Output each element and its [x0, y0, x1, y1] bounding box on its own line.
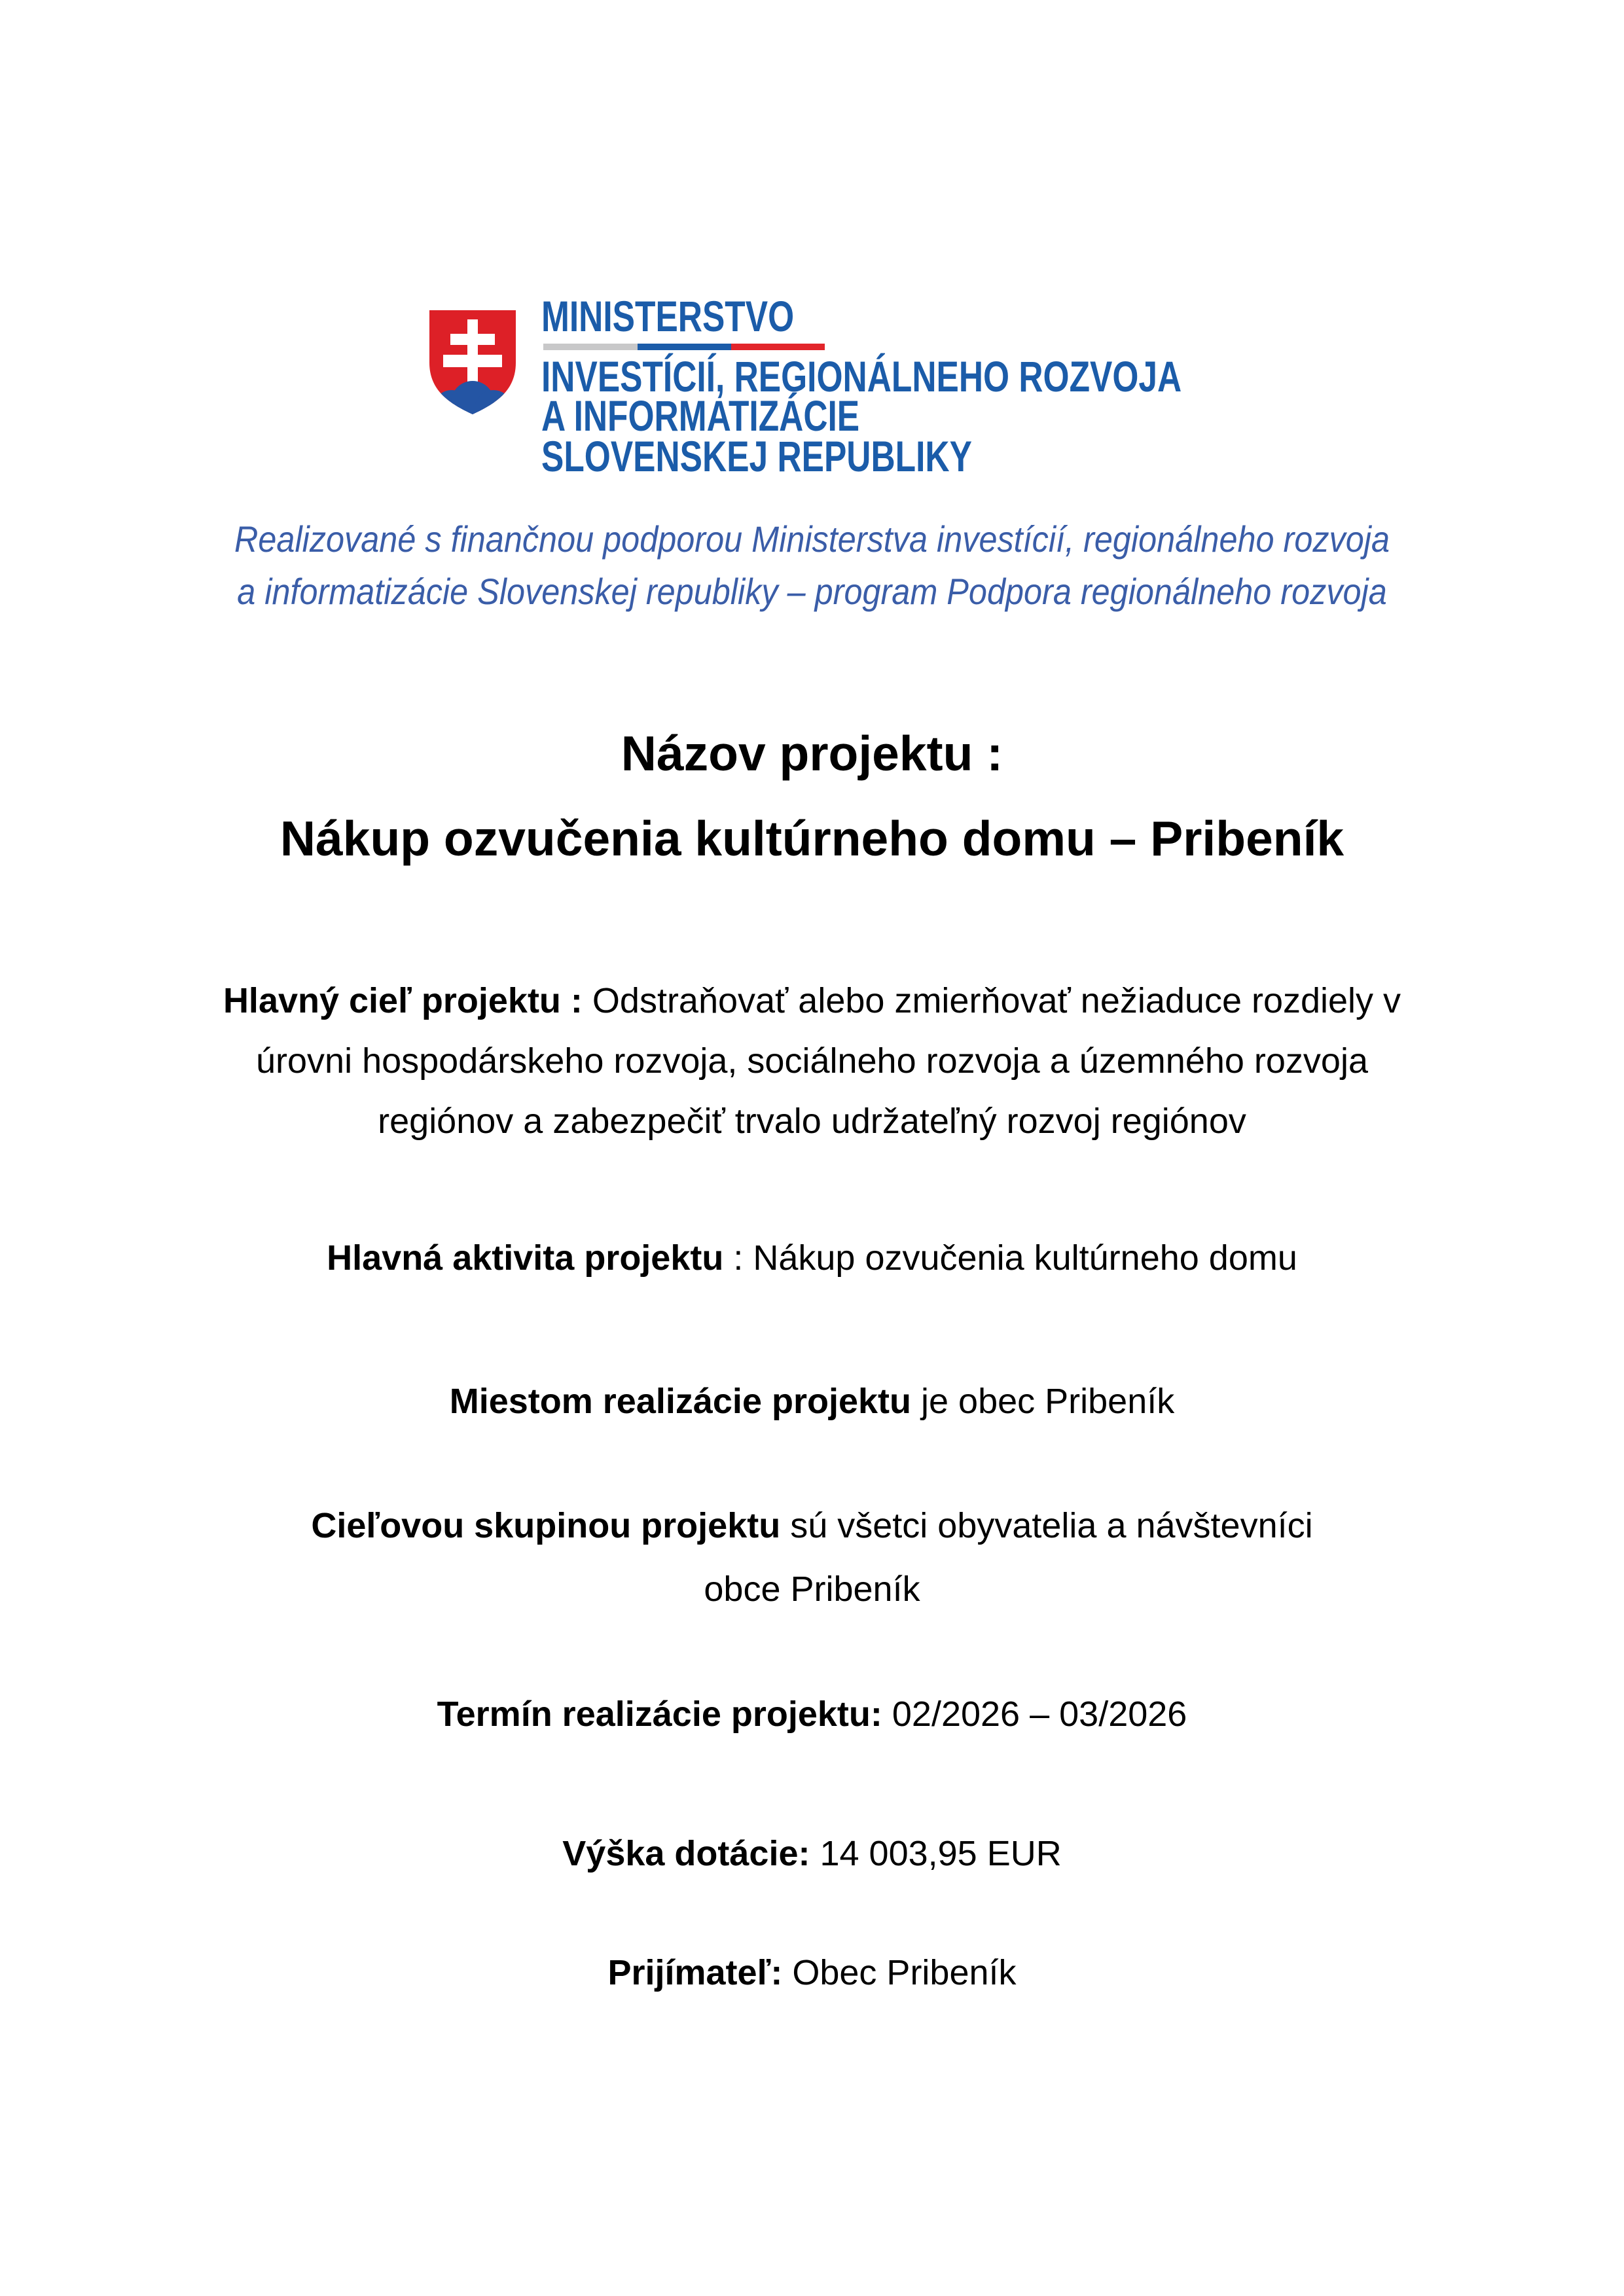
main-activity-text: : Nákup ozvučenia kultúrneho domu: [723, 1238, 1297, 1278]
main-goal-line2: úrovni hospodárskeho rozvoja, sociálneho rozvoja a územného rozvoja: [256, 1041, 1368, 1081]
location-text: je obec Pribeník: [911, 1382, 1175, 1421]
target-group-line2: obce Pribeník: [704, 1570, 920, 1609]
project-title-name: Nákup ozvučenia kultúrneho domu – Pribeník: [280, 811, 1344, 866]
main-goal-text1: Odstraňovať alebo zmierňovať nežiaduce rozdiely v: [582, 981, 1401, 1020]
grant-amount-line: [0, 1836, 1624, 1871]
timeline-line: [0, 1696, 1624, 1732]
main-activity-line: [0, 1240, 1624, 1276]
grant-amount-label: Výška dotácie:: [562, 1834, 810, 1873]
target-group-line1: [0, 1508, 1624, 1543]
location-line: [0, 1384, 1624, 1419]
target-group-text1: sú všetci obyvatelia a návštevníci: [780, 1506, 1313, 1545]
timeline-text: 02/2026 – 03/2026: [882, 1695, 1187, 1734]
ministry-wordmark-line1: MINISTERSTVO: [541, 292, 795, 340]
timeline-label: Termín realizácie projektu:: [437, 1695, 882, 1734]
ministry-logo: [427, 308, 518, 417]
project-title-heading: Názov projektu :: [621, 726, 1003, 781]
funding-note-line1: Realizované s finančnou podporou Ministerstva investícií, regionálneho rozvoja: [234, 518, 1390, 560]
main-goal-label: Hlavný cieľ projektu :: [223, 981, 583, 1020]
tricolor-divider-bar: [543, 344, 825, 350]
recipient-line: [0, 1955, 1624, 1990]
target-group-label: Cieľovou skupinou projektu: [311, 1506, 781, 1545]
divider-blue-segment: [638, 344, 731, 350]
funding-note-line2: a informatizácie Slovenskej republiky – program Podpora regionálneho rozvoja: [237, 571, 1387, 612]
tricolor-divider: [543, 342, 825, 349]
ministry-wordmark-line2: INVESTÍCIÍ, REGIONÁLNEHO ROZVOJA: [541, 352, 1182, 401]
ministry-wordmark-line4: SLOVENSKEJ REPUBLIKY: [541, 432, 972, 480]
recipient-text: Obec Pribeník: [782, 1953, 1017, 1992]
main-goal-line3: regiónov a zabezpečiť trvalo udržateľný rozvoj regiónov: [378, 1102, 1246, 1141]
grant-amount-text: 14 003,95 EUR: [810, 1834, 1062, 1873]
divider-gray-segment: [543, 344, 638, 350]
ministry-wordmark-line3: A INFORMATIZÁCIE: [541, 391, 860, 440]
slovak-coat-of-arms-icon: [427, 308, 518, 417]
main-goal-line1: [0, 983, 1624, 1018]
main-activity-label: Hlavná aktivita projektu: [327, 1238, 724, 1278]
recipient-label: Prijímateľ:: [607, 1953, 783, 1992]
divider-red-segment: [731, 344, 825, 350]
location-label: Miestom realizácie projektu: [449, 1382, 911, 1421]
